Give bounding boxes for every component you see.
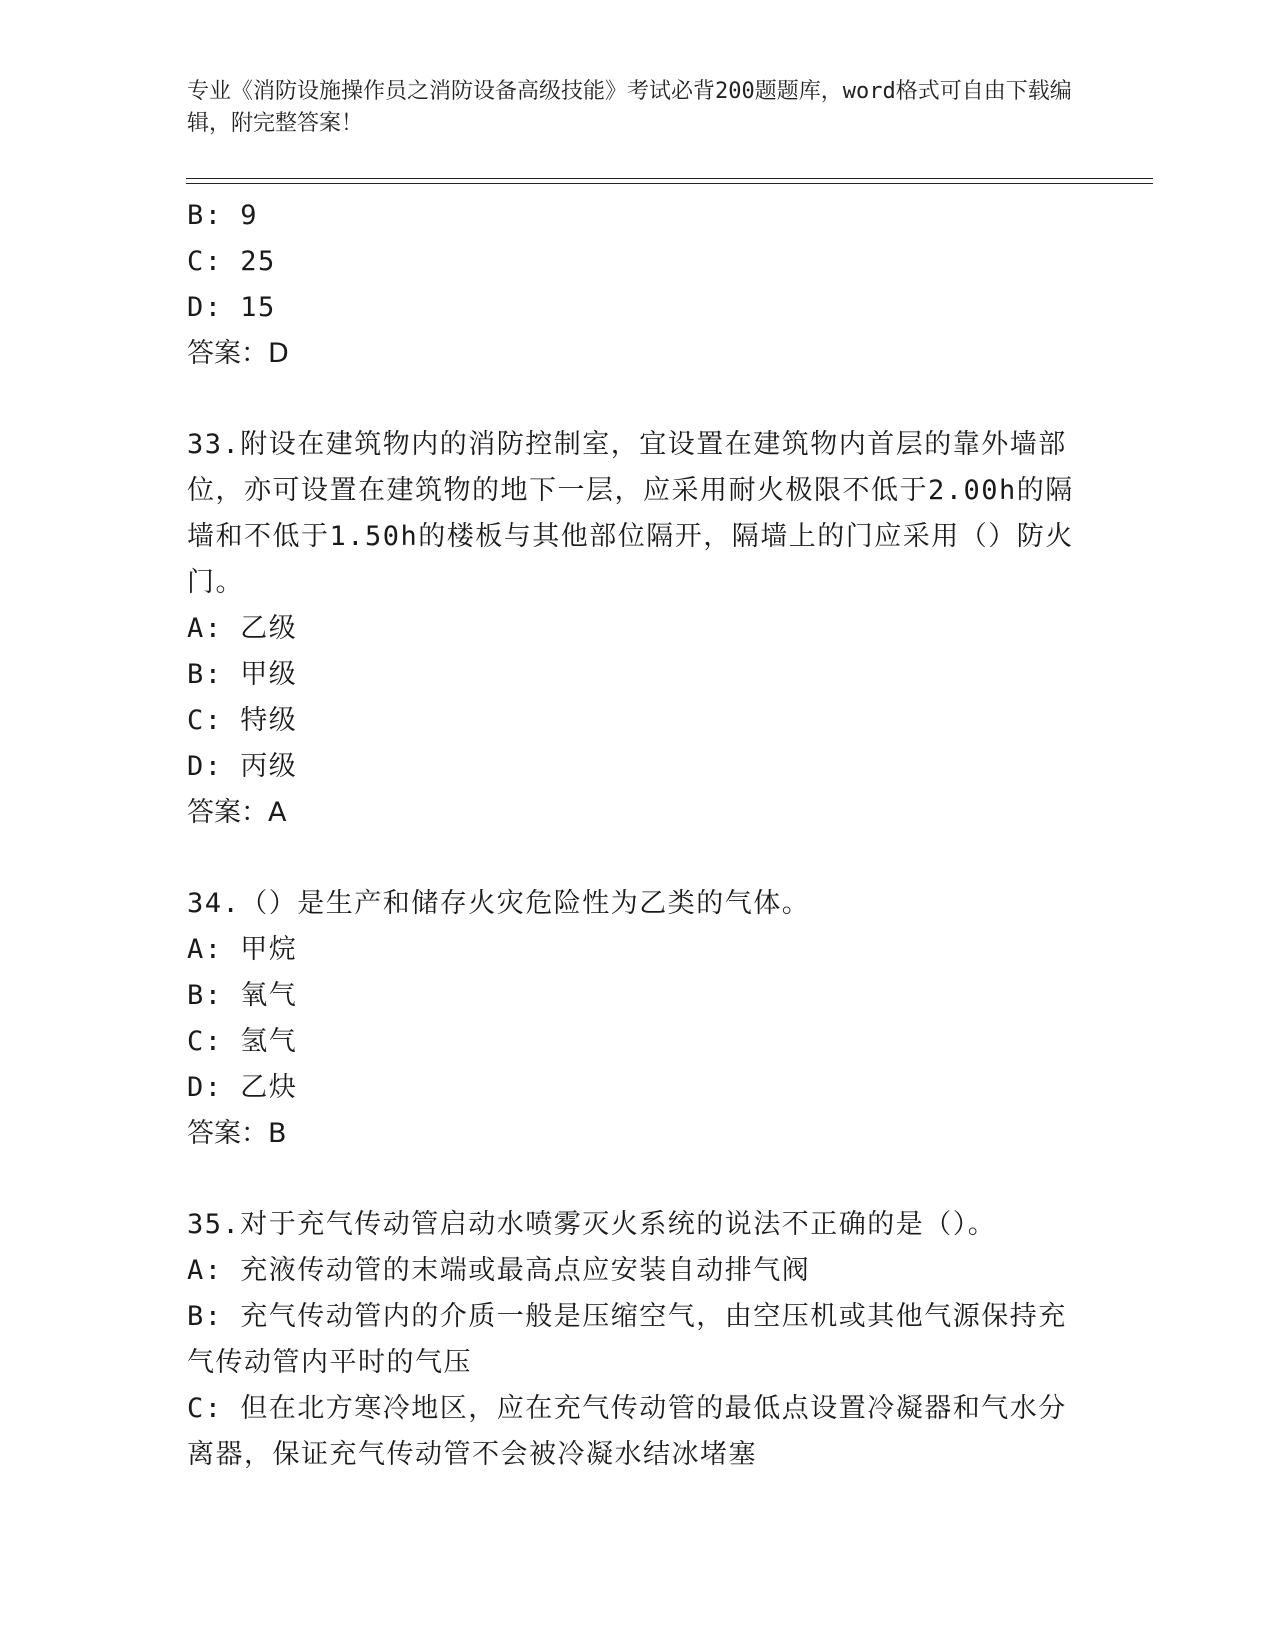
option-c: C: 特级: [187, 705, 298, 736]
option-b: B: 9: [187, 200, 259, 231]
header-text: 专业《消防设施操作员之消防设备高级技能》考试必背200题题库，word格式可自由下载编辑，附完整答案！: [187, 79, 1072, 136]
document-body: [187, 193, 1077, 1478]
question-text: 34.（）是生产和储存火灾危险性为乙类的气体。: [187, 888, 811, 919]
option-c: C: 氢气: [187, 1026, 298, 1057]
header-rule-top: [186, 178, 1153, 179]
header-rule-bottom: [186, 183, 1153, 184]
answer-line: 答案：D: [187, 338, 289, 369]
option-b: B: 氧气: [187, 980, 298, 1011]
option-a: A: 充液传动管的末端或最高点应安装自动排气阀: [187, 1255, 811, 1286]
option-d: D: 丙级: [187, 751, 298, 782]
option-b: B: 甲级: [187, 659, 298, 690]
option-b: B: 充气传动管内的介质一般是压缩空气，由空压机或其他气源保持充气传动管内平时的气压: [187, 1301, 1067, 1378]
option-a: A: 甲烷: [187, 934, 298, 965]
answer-line: 答案：A: [187, 797, 287, 828]
document-header: [187, 76, 1077, 140]
question-34: [187, 881, 1077, 1157]
answer-line: 答案：B: [187, 1118, 287, 1149]
question-35: [187, 1202, 1077, 1478]
option-c: C: 25: [187, 246, 276, 277]
option-a: A: 乙级: [187, 613, 298, 644]
question-33: [187, 422, 1077, 836]
previous-question-tail: [187, 193, 1077, 377]
option-d: D: 乙炔: [187, 1072, 298, 1103]
option-d: D: 15: [187, 292, 276, 323]
question-text: 33.附设在建筑物内的消防控制室，宜设置在建筑物内首层的靠外墙部位，亦可设置在建筑物的地下一层，应采用耐火极限不低于2.00h的隔墙和不低于1.50h的楼板与其他部位隔开，隔墙上的门应采用（）防火门。: [187, 429, 1074, 598]
question-text: 35.对于充气传动管启动水喷雾灭火系统的说法不正确的是（）。: [187, 1209, 997, 1240]
option-c: C: 但在北方寒冷地区，应在充气传动管的最低点设置冷凝器和气水分离器，保证充气传动管不会被冷凝水结冰堵塞: [187, 1393, 1067, 1470]
